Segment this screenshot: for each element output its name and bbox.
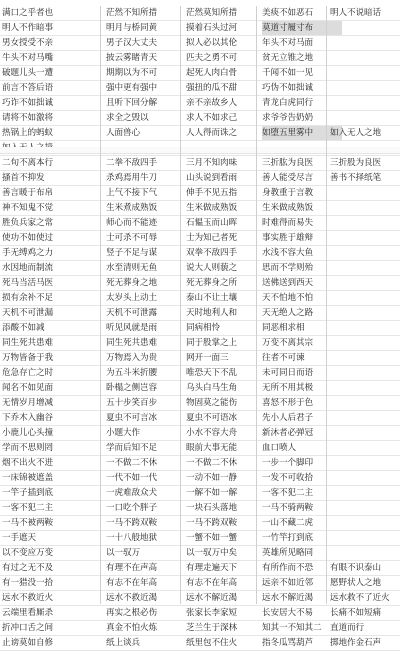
phrase-cell: [330, 66, 400, 80]
phrase-cell: 有志不在年高: [106, 578, 157, 588]
phrase-cell: 未可同日而语: [262, 368, 313, 378]
phrase-cell: 一不做二不休: [106, 458, 157, 468]
table-row: [0, 276, 400, 290]
phrase-cell: 一发不可收拾: [262, 473, 313, 483]
phrase-cell: 有志不在年高: [186, 578, 237, 588]
phrase-cell: 一十八般地狱: [106, 533, 157, 543]
phrase-cell: [330, 21, 400, 35]
phrase-cell: 一竹竿打到底: [262, 533, 313, 543]
phrase-cell: 折冲口舌之间: [2, 623, 53, 633]
phrase-cell: 学而后知不足: [106, 443, 157, 453]
phrase-cell: 二拳不敌四手: [106, 158, 157, 168]
phrase-cell: 新沐者必弹冠: [262, 428, 313, 438]
phrase-cell: 无所不用其极: [262, 383, 313, 393]
phrase-cell: 一口吃个胖子: [106, 503, 157, 513]
phrase-cell: 唯恐天下不乱: [186, 368, 237, 378]
phrase-cell: [330, 381, 400, 395]
phrase-cell: 长安居大不易: [262, 608, 313, 618]
phrase-cell: [330, 231, 400, 245]
phrase-cell: 天机不可泄露: [106, 308, 157, 318]
phrase-cell: [330, 471, 400, 485]
page-break-strip: [0, 147, 400, 154]
phrase-cell: 一客不犯二主: [2, 503, 53, 513]
phrase-cell: 求全之毁以: [106, 113, 149, 123]
phrase-cell: 有理不在声高: [106, 563, 157, 573]
phrase-cell: 太岁头上动土: [106, 293, 157, 303]
phrase-cell: 烟不出火不进: [2, 458, 53, 468]
phrase-cell: 有理走遍天下: [186, 563, 237, 573]
table-row: [0, 471, 400, 485]
phrase-cell: 乌头白马生角: [186, 383, 237, 393]
phrase-cell: 善书不择纸笔: [330, 173, 381, 183]
phrase-cell: 指冬瓜骂葫芦: [262, 638, 313, 648]
phrase-cell: 千闻不如一见: [262, 68, 313, 78]
phrase-cell: 杀鸡焉用牛刀: [106, 173, 157, 183]
column-divider: [100, 6, 101, 604]
phrase-cell: 一蟹不如一蟹: [186, 533, 237, 543]
phrase-cell: 美痰不如恶石: [262, 8, 313, 18]
table-row: [0, 231, 400, 245]
phrase-cell: 添酸不如减: [2, 323, 45, 333]
phrase-cell: 茫然莫知所措: [186, 8, 237, 18]
phrase-cell: 且听下回分解: [106, 98, 157, 108]
table-row: [0, 366, 400, 380]
table-row: [0, 156, 400, 170]
phrase-cell: 以一驭万: [106, 548, 140, 558]
phrase-cell: 一块石头落地: [186, 503, 237, 513]
phrase-cell: 热锅上的蚂蚁: [2, 128, 53, 138]
table-row: [0, 411, 400, 425]
phrase-cell: 匹夫之勇不可: [186, 53, 237, 63]
phrase-cell: 泰山不让土壤: [186, 293, 237, 303]
phrase-cell: 拟人必以其伦: [186, 38, 237, 48]
phrase-cell: 天不怕地不怕: [262, 293, 313, 303]
table-row: [0, 291, 400, 305]
phrase-cell: 云端里看厮杀: [2, 608, 53, 618]
phrase-cell: 小水不容大舟: [186, 428, 237, 438]
phrase-cell: 五十步笑百步: [106, 398, 157, 408]
phrase-cell: 时难得而易失: [262, 218, 313, 228]
phrase-cell: 期期以为不可: [106, 68, 157, 78]
phrase-cell: [330, 51, 400, 65]
phrase-cell: 万物皆备于我: [2, 353, 53, 363]
phrase-cell: 英雄所见略同: [262, 548, 313, 558]
table-row: [0, 66, 400, 80]
phrase-cell: 芝兰生于深林: [186, 623, 237, 633]
phrase-cell: 往者不可谏: [262, 353, 305, 363]
phrase-cell: [330, 186, 400, 200]
phrase-cell: 如入无人之地: [330, 128, 381, 138]
phrase-cell: 天时地利人和: [186, 308, 237, 318]
phrase-cell: 送佛送到西天: [262, 278, 313, 288]
phrase-cell: 三月不知肉味: [186, 158, 237, 168]
phrase-cell: 生米煮成熟饭: [106, 203, 157, 213]
phrase-cell: 先小人后君子: [262, 413, 313, 423]
phrase-cell: 说大人则藐之: [186, 263, 237, 273]
phrase-cell: 血口喷人: [262, 443, 296, 453]
phrase-cell: 闻名不如见面: [2, 383, 53, 393]
phrase-cell: 三折肱为良医: [262, 158, 313, 168]
phrase-cell: [330, 276, 400, 290]
phrase-cell: 夏虫不可语冰: [186, 413, 237, 423]
phrase-cell: 一马不跨双鞍: [106, 518, 157, 528]
phrase-cell: 双拳不敌四手: [186, 248, 237, 258]
phrase-cell: [330, 351, 400, 365]
phrase-cell: [330, 246, 400, 260]
table-row: [0, 111, 400, 125]
phrase-cell: [330, 306, 400, 320]
phrase-cell: 满口之乎者也: [2, 8, 53, 18]
phrase-cell: 张家长李家短: [186, 608, 237, 618]
phrase-cell: [330, 216, 400, 230]
table-row: [0, 546, 400, 560]
phrase-cell: 止谤莫如自修: [2, 638, 53, 648]
table-row: [0, 336, 400, 350]
phrase-cell: 破题儿头一遭: [2, 68, 53, 78]
phrase-cell: 无情岁月增减: [2, 398, 53, 408]
table-row: [0, 576, 400, 590]
phrase-cell: 善言暖于布帛: [2, 188, 53, 198]
table-row: [0, 501, 400, 515]
table-row: [0, 456, 400, 470]
phrase-cell: 再实之根必伤: [106, 608, 157, 618]
table-row: [0, 171, 400, 185]
column-divider: [326, 6, 327, 604]
phrase-cell: [330, 366, 400, 380]
table-row: [0, 201, 400, 215]
phrase-cell: [330, 486, 400, 500]
phrase-cell: 生米做成熟饭: [262, 203, 313, 213]
table-row: [0, 51, 400, 65]
phrase-cell: 纸上谈兵: [106, 638, 140, 648]
phrase-cell: 愿野状人之地: [330, 578, 381, 588]
phrase-cell: 神不知鬼不觉: [2, 203, 53, 213]
phrase-cell: 远水不解近渴: [262, 593, 313, 603]
table-row: [0, 441, 400, 455]
table-row: [0, 36, 400, 50]
phrase-cell: 事实胜于雄辩: [262, 233, 313, 243]
phrase-cell: 搔首不抑发: [2, 173, 45, 183]
table-row: [0, 381, 400, 395]
phrase-cell: 一不做二不休: [186, 458, 237, 468]
phrase-cell: 披云雾睹青天: [106, 53, 157, 63]
phrase-cell: 听见风就是雨: [106, 323, 157, 333]
table-row: [0, 591, 400, 605]
phrase-cell: 为五斗米折腰: [106, 368, 157, 378]
phrase-cell: 士可杀不可辱: [106, 233, 157, 243]
phrase-cell: 万变不离其宗: [262, 338, 313, 348]
phrase-cell: 有一猎没一拾: [2, 578, 53, 588]
phrase-cell: 人面兽心: [106, 128, 140, 138]
column-divider: [256, 6, 257, 604]
phrase-cell: 茫然不知所措: [106, 8, 157, 18]
phrase-cell: 一马不被两鞍: [2, 518, 53, 528]
phrase-cell: [330, 81, 400, 95]
phrase-cell: 下乔木入幽谷: [2, 413, 53, 423]
phrase-cell: 同生死共患难: [106, 338, 157, 348]
table-row: [0, 531, 400, 545]
phrase-cell: [330, 516, 400, 530]
phrase-cell: 一动不如一静: [186, 473, 237, 483]
phrase-cell: 使功不如使过: [2, 233, 53, 243]
phrase-cell: 一马不骑两鞍: [262, 503, 313, 513]
phrase-cell: 石韫玉而山晖: [186, 218, 237, 228]
phrase-cell: 明人不作暗事: [2, 23, 53, 33]
phrase-cell: [330, 261, 400, 275]
phrase-cell: 一步一个脚印: [262, 458, 313, 468]
phrase-cell: 请将不如激将: [2, 113, 53, 123]
phrase-cell: 山头说到看雨: [186, 173, 237, 183]
phrase-cell: 掷地作金石声: [330, 638, 381, 648]
table-row: [0, 621, 400, 635]
phrase-cell: 有过之无不及: [2, 563, 53, 573]
column-divider: [180, 6, 181, 604]
table-row: [0, 426, 400, 440]
phrase-cell: 水至清则无鱼: [106, 263, 157, 273]
phrase-cell: [330, 546, 400, 560]
phrase-cell: [330, 36, 400, 50]
phrase-cell: 求爷爷告奶奶: [262, 113, 313, 123]
phrase-cell: 远水不救近火: [2, 593, 53, 603]
phrase-cell: 喜怒不形于色: [262, 398, 313, 408]
phrase-cell: 竖子不足与谋: [106, 248, 157, 258]
phrase-cell: 损有余补不足: [2, 293, 53, 303]
table-row: [0, 216, 400, 230]
phrase-cell: 学而不思则罔: [2, 443, 53, 453]
phrase-cell: [330, 96, 400, 110]
table-row: [0, 21, 400, 35]
table-row: [0, 636, 400, 650]
phrase-cell: [330, 456, 400, 470]
phrase-cell: 死马当活马医: [2, 278, 53, 288]
table-row: [0, 396, 400, 410]
phrase-cell: 天机不可泄漏: [2, 308, 53, 318]
table-row: [0, 81, 400, 95]
phrase-cell: 一代不如一代: [106, 473, 157, 483]
phrase-cell: 生米做成熟饭: [186, 203, 237, 213]
phrase-cell: 亲不亲故乡人: [186, 98, 237, 108]
phrase-cell: [330, 336, 400, 350]
table-row: [0, 186, 400, 200]
phrase-cell: 士为知己者死: [186, 233, 237, 243]
table-row: [0, 606, 400, 620]
phrase-cell: 危急存亡之时: [2, 368, 53, 378]
phrase-cell: 同病相怜: [186, 323, 220, 333]
phrase-cell: 知其一不知其二: [262, 623, 322, 633]
phrase-cell: 强扭的瓜不甜: [186, 83, 237, 93]
phrase-cell: 身教重于言教: [262, 188, 313, 198]
phrase-cell: 求人不如求己: [186, 113, 237, 123]
phrase-cell: 明月与桥同黄: [106, 23, 157, 33]
phrase-cell: 眼前大事无能: [186, 443, 237, 453]
phrase-cell: 一马不跨双鞍: [186, 518, 237, 528]
phrase-cell: 善人能受尽言: [262, 173, 313, 183]
table-row: [0, 306, 400, 320]
phrase-cell: 胜负兵家之常: [2, 218, 53, 228]
table-row: [0, 516, 400, 530]
phrase-cell: 真金不怕火炼: [106, 623, 157, 633]
phrase-cell: 男子汉大丈夫: [106, 38, 157, 48]
phrase-cell: 一床锦被遮盖: [2, 473, 53, 483]
phrase-cell: 同于股掌之上: [186, 338, 237, 348]
phrase-cell: 一手遮天: [2, 533, 36, 543]
phrase-cell: 长痛不如短痛: [330, 608, 381, 618]
table-row: [0, 126, 400, 140]
phrase-cell: 小鹿儿心头撞: [2, 428, 53, 438]
phrase-cell: 万物焉入为贵: [106, 353, 157, 363]
table-row: [0, 6, 400, 20]
phrase-cell: 夏虫不可言冰: [106, 413, 157, 423]
phrase-cell: [330, 411, 400, 425]
phrase-cell: 水浅不容大鱼: [262, 248, 313, 258]
phrase-cell: 一山不藏二虎: [262, 518, 313, 528]
phrase-cell: 手无缚鸡之力: [2, 248, 53, 258]
phrase-cell: 有眼不识泰山: [330, 563, 381, 573]
phrase-cell: 伸手不见五指: [186, 188, 237, 198]
phrase-cell: 三折股为良医: [330, 158, 381, 168]
phrase-cell: 以不变应万变: [2, 548, 53, 558]
table-row: [0, 351, 400, 365]
phrase-cell: 水因地而制流: [2, 263, 53, 273]
phrase-cell: 明人不说暗话: [330, 8, 381, 18]
phrase-cell: 一虎难敌众犬: [106, 488, 157, 498]
phrase-cell: 巧伪不如拙诚: [262, 83, 313, 93]
phrase-cell: 死无葬身之地: [106, 278, 157, 288]
phrase-cell: 男女授受不亲: [2, 38, 53, 48]
phrase-cell: 起死人肉白骨: [186, 68, 237, 78]
phrase-cell: [330, 531, 400, 545]
phrase-cell: 同生死共患难: [2, 338, 53, 348]
phrase-cell: 巧诈不如拙诚: [2, 98, 53, 108]
phrase-cell: 远水不解近渴: [186, 593, 237, 603]
phrase-cell: 强中更有强中: [106, 83, 157, 93]
table-row: [0, 561, 400, 575]
phrase-cell: 年头不对马面: [262, 38, 313, 48]
phrase-cell: 牛头不对马嘴: [2, 53, 53, 63]
phrase-cell: 莫道寸履寸布: [262, 21, 342, 35]
phrase-cell: [330, 291, 400, 305]
phrase-cell: 网开一面三: [186, 353, 229, 363]
phrase-cell: 摸着石头过河: [186, 23, 237, 33]
phrase-cell: 物固莫之能伤: [186, 398, 237, 408]
phrase-cell: [330, 426, 400, 440]
phrase-cell: 死无葬身之所: [186, 278, 237, 288]
phrase-cell: 前言不答后语: [2, 83, 53, 93]
phrase-cell: 同恶相求相: [262, 323, 305, 333]
phrase-table-bottom: [0, 156, 400, 651]
phrase-cell: 人人得而诛之: [186, 128, 237, 138]
phrase-cell: 青龙白虎同行: [262, 98, 313, 108]
phrase-cell: 上气不接下气: [106, 188, 157, 198]
phrase-cell: [330, 111, 400, 125]
phrase-cell: 以一驭万中矣: [186, 548, 237, 558]
phrase-cell: 二旬不离本行: [2, 158, 53, 168]
phrase-cell: [330, 396, 400, 410]
table-row: [0, 246, 400, 260]
phrase-cell: [330, 441, 400, 455]
phrase-cell: [330, 201, 400, 215]
phrase-cell: 直道而行: [330, 623, 364, 633]
phrase-cell: 远水不救近渴: [106, 593, 157, 603]
phrase-cell: 一竿子插到底: [2, 488, 53, 498]
phrase-table-top: [0, 6, 400, 156]
table-row: [0, 261, 400, 275]
phrase-cell: 贫无立锥之地: [262, 53, 313, 63]
phrase-cell: 远水救不了近火: [330, 593, 390, 603]
phrase-cell: 师心而不能迹: [106, 218, 157, 228]
table-row: [0, 486, 400, 500]
phrase-cell: 一客不犯二主: [262, 488, 313, 498]
table-row: [0, 96, 400, 110]
phrase-cell: 思而不学则殆: [262, 263, 313, 273]
phrase-cell: 卧榻之侧岂容: [106, 383, 157, 393]
phrase-cell: [330, 501, 400, 515]
phrase-cell: 纸里包不住火: [186, 638, 237, 648]
phrase-cell: 一解不如一解: [186, 488, 237, 498]
phrase-cell: 如堕五里雾中: [262, 126, 342, 140]
phrase-cell: 天无绝人之路: [262, 308, 313, 318]
phrase-cell: [330, 321, 400, 335]
phrase-cell: 有所作而不恐: [262, 563, 313, 573]
table-row: [0, 321, 400, 335]
phrase-cell: 小题大作: [106, 428, 140, 438]
phrase-cell: 远亲不如近邻: [262, 578, 313, 588]
